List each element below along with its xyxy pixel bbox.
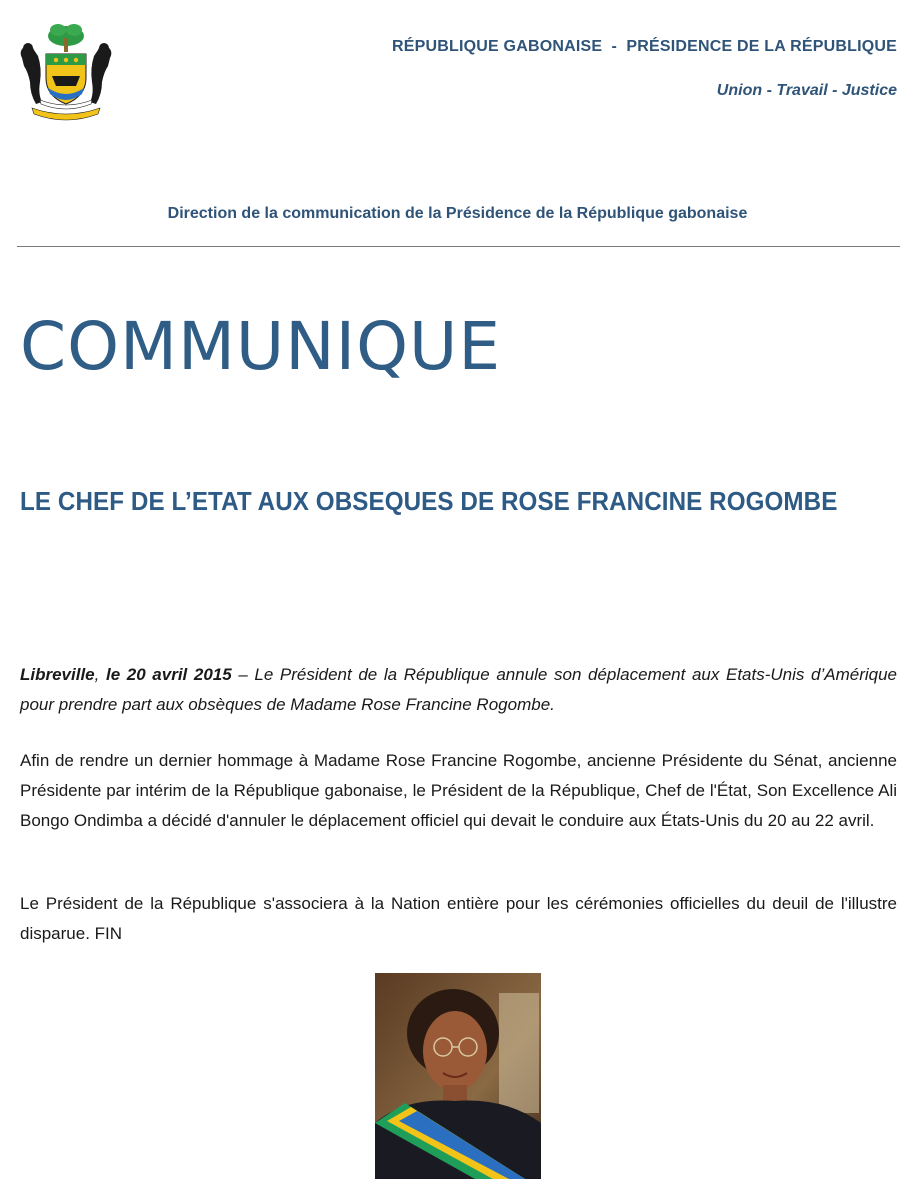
national-motto: Union - Travail - Justice xyxy=(716,82,897,99)
gabon-coat-of-arms-icon xyxy=(12,16,120,124)
lead-paragraph: Libreville, le 20 avril 2015 – Le Président de la République annule son déplacement aux Etats-Unis d’Amérique pour prendre part aux obsèques de Madame Rose Francine Rogombe. xyxy=(20,665,898,714)
portrait-photo xyxy=(375,973,541,1179)
header-block xyxy=(392,38,897,100)
document-type-title: COMMUNIQUE xyxy=(20,308,502,385)
direction-line: Direction de la communication de la Présidence de la République gabonaise xyxy=(167,205,748,222)
body-paragraph: Le Président de la République s'associera à la Nation entière pour les cérémonies officielles du deuil de l'illustre disparue. FIN xyxy=(20,894,897,943)
body-paragraph: Afin de rendre un dernier hommage à Madame Rose Francine Rogombe, ancienne Présidente du Sénat, ancienne Présidente par intérim de la République gabonaise, le Président de la République, Chef de l'État, Son Excellence Ali Bongo Ondimba a décidé d'annuler le déplacement officiel qui devait le conduire aux États-Unis du 20 au 22 avril. xyxy=(20,751,897,830)
lead-place: Libreville xyxy=(20,665,95,684)
header-divider xyxy=(17,246,900,247)
lead-text: – Le Président de la République annule son déplacement aux Etats-Unis d’Amérique pour prendre part aux obsèques de Madame Rose Francine Rogombe. xyxy=(20,665,898,714)
header-title: RÉPUBLIQUE GABONAISE - PRÉSIDENCE DE LA RÉPUBLIQUE xyxy=(392,38,897,55)
lead-date: le 20 avril 2015 xyxy=(105,665,232,684)
headline: LE CHEF DE L’ETAT AUX OBSEQUES DE ROSE FRANCINE ROGOMBE xyxy=(20,486,838,516)
